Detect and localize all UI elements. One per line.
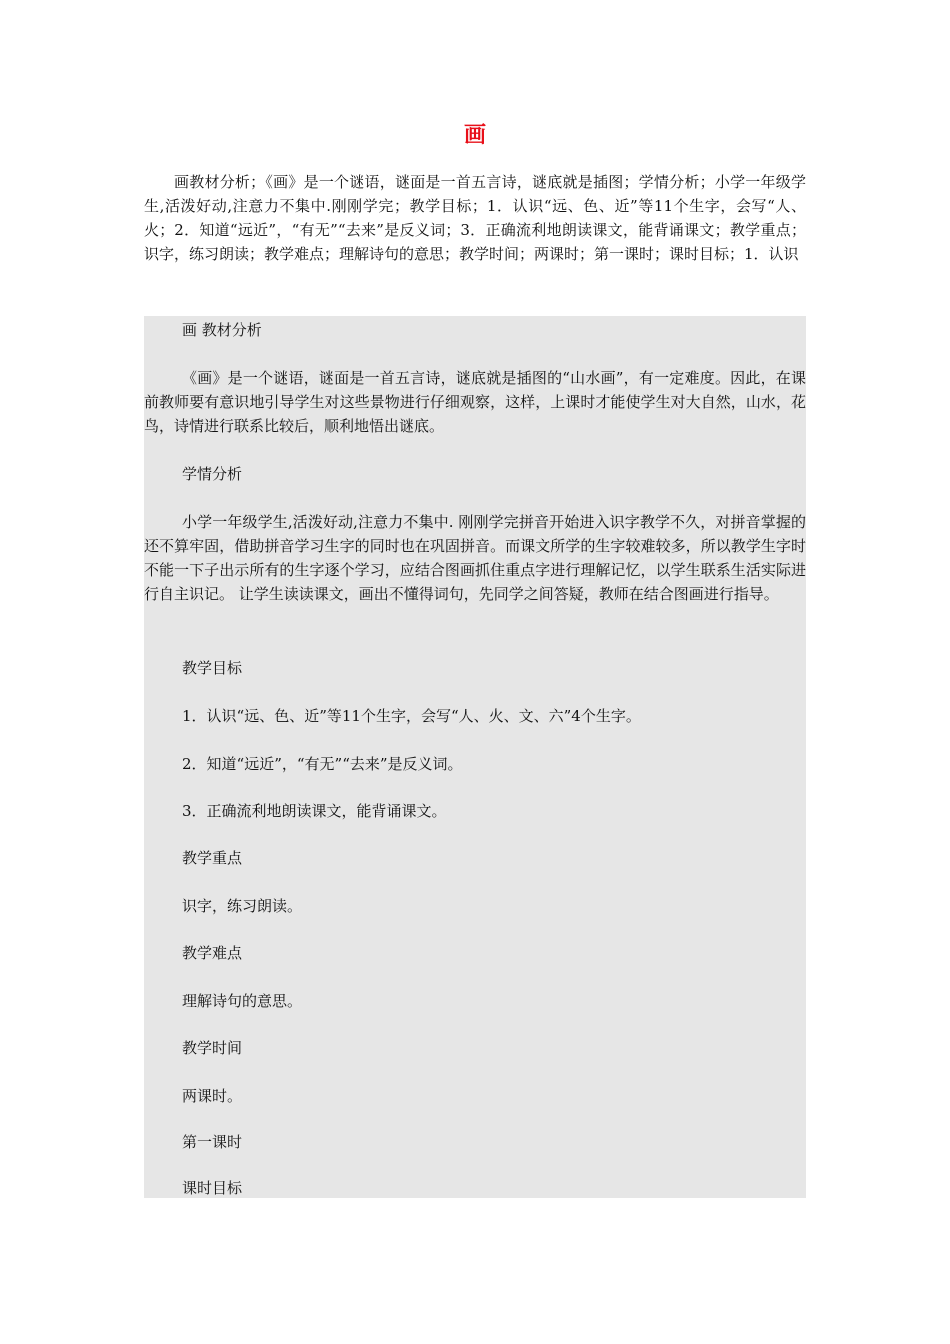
analysis-paragraph: 《画》是一个谜语，谜面是一首五言诗，谜底就是插图的“山水画”，有一定难度。因此，在课前教师要有意识地引导学生对这些景物进行仔细观察，这样，上课时才能使学生对大自然，山水，花鸟，诗情进行联系比较后，顺利地悟出谜底。 [144, 369, 806, 435]
section-heading-analysis: 画 教材分析 [182, 321, 262, 339]
lesson-one-heading: 第一课时 [182, 1133, 243, 1151]
section-heading-key-points: 教学重点 [182, 849, 243, 867]
goal-item-1: 1．认识“远、色、近”等11个生字，会写“人、火、文、六”4个生字。 [182, 707, 641, 725]
time-text: 两课时。 [182, 1087, 243, 1105]
section-heading-goals: 教学目标 [182, 659, 243, 677]
section-heading-time: 教学时间 [182, 1039, 243, 1057]
section-heading-difficulty: 教学难点 [182, 944, 243, 962]
lesson-goals-heading: 课时目标 [182, 1179, 243, 1197]
goal-item-3: 3．正确流利地朗读课文，能背诵课文。 [182, 802, 447, 820]
section-heading-students: 学情分析 [182, 465, 243, 483]
document-summary: 画教材分析；《画》是一个谜语，谜面是一首五言诗，谜底就是插图；学情分析；小学一年级学生,活泼好动,注意力不集中.刚刚学完；教学目标；1．认识“远、色、近”等11个生字，会写“人、火；2．知道“远近”，“有无”“去来”是反义词；3．正确流利地朗读课文，能背诵课文；教学重点；识字，练习朗读；教学难点；理解诗句的意思；教学时间；两课时；第一课时；课时目标；1．认识 [144, 173, 806, 263]
goal-item-2: 2．知道“远近”，“有无”“去来”是反义词。 [182, 755, 463, 773]
difficulty-text: 理解诗句的意思。 [182, 992, 303, 1010]
key-points-text: 识字，练习朗读。 [182, 897, 303, 915]
document-title: 画 [463, 122, 486, 148]
students-paragraph: 小学一年级学生,活泼好动,注意力不集中. 刚刚学完拼音开始进入识字教学不久，对拼音掌握的还不算牢固，借助拼音学习生字的同时也在巩固拼音。而课文所学的生字较难较多，所以教学生字时不能一下子出示所有的生字逐个学习，应结合图画抓住重点字进行理解记忆，以学生联系生活实际进行自主识记。 让学生读读课文，画出不懂得词句，先同学之间答疑，教师在结合图画进行指导。 [144, 513, 806, 603]
content-panel [144, 316, 806, 1198]
